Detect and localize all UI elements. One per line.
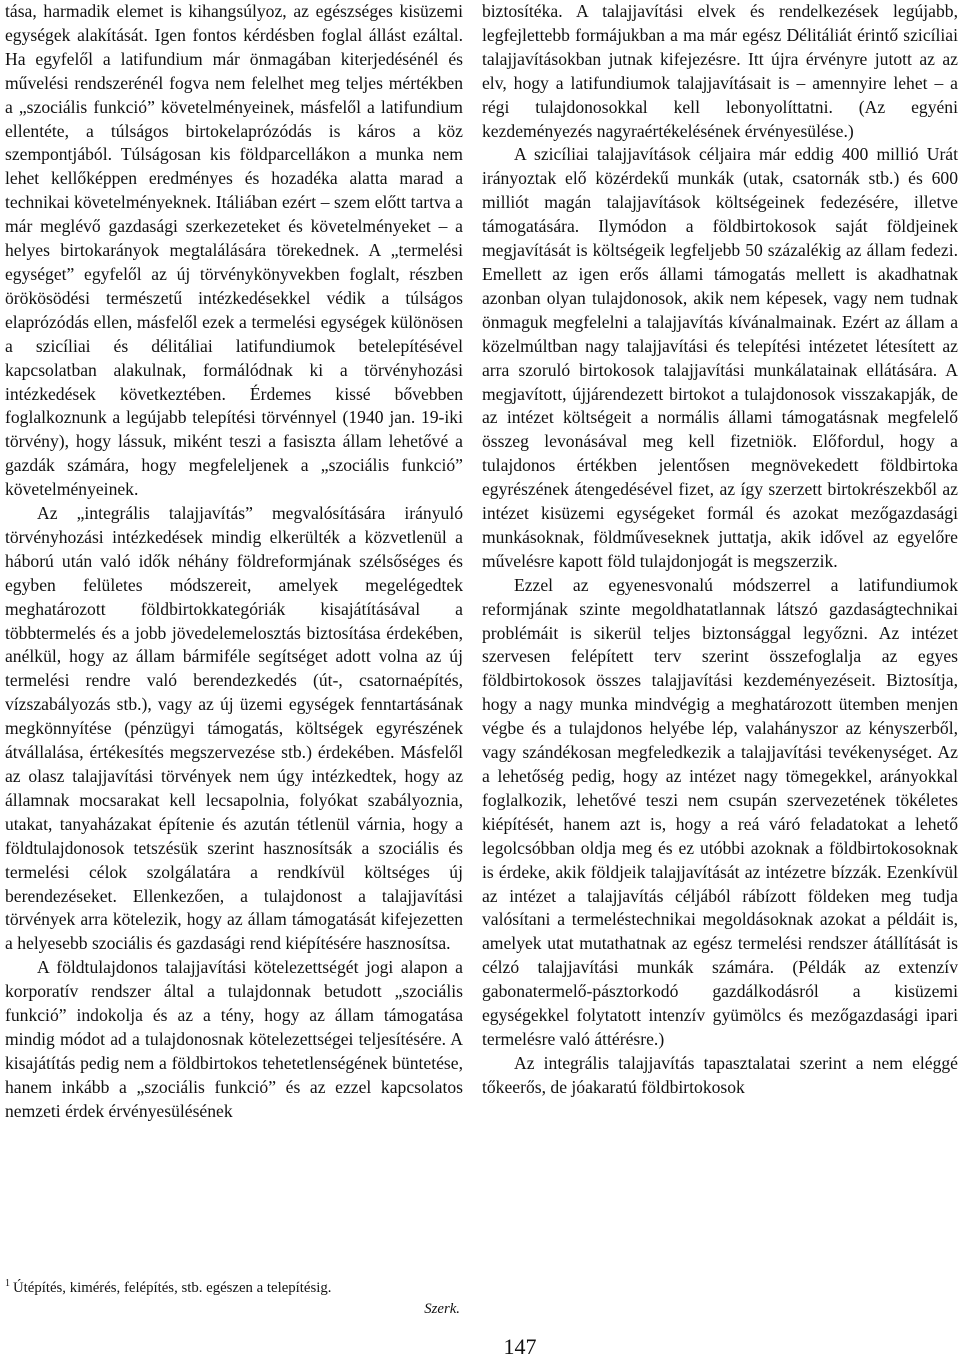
paragraph: biztosítéka. A talajjavítási elvek és rendelkezések legújabb, legfejlettebb formájukban a ma már egész Délitáliát érintő szicíliai talajjavításokban jutnak kifejezésre. Itt újra érvényre jutott az az elv, hogy a latifundiumok talajjavításait is – amennyire lehet – a régi tulajdonosokkal kell lebonyolíttatni. (Az egyéni kezdeményezés nagyraértékelésének érvényesülése.): [482, 1, 958, 141]
paragraph: A földtulajdonos talajjavítási kötelezettségét jogi alapon a korporatív rendszer által a tulajdonnak betudott „szociális funkció” indokolja és az a tény, hogy az állam támogatása mindig módot ad a tulajdonosnak kötelezettségei teljesítésére. A kisajátítás pedig nem a földbirtokos tehetetlenségének büntetése, hanem inkább a „szociális funkció” és az ezzel kapcsolatos nemzeti érdek érvényesülésének: [5, 957, 463, 1121]
editor-signature: Szerk.: [424, 1301, 460, 1317]
paragraph: tása, harmadik elemet is kihangsúlyoz, az egészséges kisüzemi egységek alakítását. Igen fontos kérdésben foglal állást ezáltal. Ha egyfelől a latifundium már önmagában kiterjedésénél és művelési rendszerénél fogva nem felelhet meg teljes mértékben a „szociális funkció” követelményeinek, másfelől a latifundium ellentéte, a túlságos birtokelaprózódás is káros a köz szempontjából. Túlságosan kis földparcellákon a munka nem lehet kellőképpen eredményes és hozadéka alatta marad a technikai követelményeknek. Itáliában ezért – szem előtt tartva a már meglévő gazdasági szerkezeteket és követelményeket – a helyes birtokarányok megtalálására törekednek. A „termelési egységet” egyfelől az új törvénykönyvekben foglalt, részben örökösödési természetű intézkedésekkel védik a túlságos elaprózódás ellen, másfelől ezek a termelési egységek különösen a szicíliai és délitáliai latifundiumok betelepítésével kapcsolatban alakulnak, formálódnak ki a törvényhozási intézkedések következtében. Érdemes kissé bővebben foglalkoznunk a legújabb telepítési törvénnyel (1940 jan. 19-iki törvény), hogy lássuk, miként teszi a fasiszta állam lehetővé a gazdák számára, hogy megfeleljenek a „szociális funkció” követelményeinek.: [5, 1, 463, 500]
paragraph: A szicíliai talajjavítások céljaira már eddig 400 millió Urát irányoztak elő közérdekű munkák (utak, csatornák stb.) és 600 milliót magán talajjavítások költségeinek fedezésére, illetve támogatására. Ilymódon a földbirtokosok saját földjeinek megjavítását is költségeik legfeljebb 50 százalékig az állam fedezi. Emellett az igen erős állami támogatás mellett is akadhatnak azonban olyan tulajdonosok, akik nem képesek, vagy nem tudnak önmaguk megfelelni a talajjavítás kívánalmainak. Ezért az állam a közelmúltban nagy talajjavítási és telepítési intézetet létesített az arra szoruló birtokosok talajjavítási munkálatainak ellátására. A megjavított, újjárendezett birtokot a tulajdonosok visszakapják, de az intézet költségeit a normális állami támogatásnak megfelelő összeg levonásával meg kell fizetniök. Előfordul, hogy a tulajdonos értékben jelentősen megnövekedett földbirtoka egyrészének átengedésével fizet, az így szerzett birtokrészekből az intézet kisüzemi egységeket formál és azokat mezőgazdasági munkásoknak, földműveseknek juttatja, akik idővel az egyelőre művelésre kapott föld tulajdonjogát is megszerzik.: [482, 144, 958, 571]
paragraph: Ezzel az egyenesvonalú módszerrel a latifundiumok reformjának szinte megoldhatatlannak látszó gazdaságtechnikai problémáit is sikerül teljes biztonsággal legyőzni. Az intézet szervesen felépített terv szerint összefoglalja az egyes földbirtokosok összes talajjavítási kezdeményezéseit. Biztosítja, hogy a nagy munka mindvégig a meghatározott ütemben menjen végbe és a tulajdonos helyébe lép, valahányszor az kényszerből, vagy szándékosan megfeledkezik a talajjavítási tevékenységet. Az a lehetőség pedig, hogy az intézet nagy tömegekkel, arányokkal foglalkozik, lehetővé teszi nem csupán szervezetének tökéletes kiépítését, hanem azt is, hogy a reá váró feladatokat a lehető legolcsóbban oldja meg és ez utóbbi azoknak a földbirtokosoknak is érdeke, akik földjeik talajjavítását az intézetre bízzák. Ezenkívül az intézet a talajjavítás céljából rábízott földeken meg tudja valósítani a termeléstechnikai megoldásoknak azokat a példáit is, amelyek utat mutathatnak az egész termelési rendszer átállítását is célzó talajjavítási munkák számára. (Példák az extenzív gabonatermelő-pásztorkodó gazdálkodásról a kisüzemi egységekkel folytatott intenzív gyümölcs és mezőgazdasági ipari termelésre való áttérésre.): [482, 574, 958, 1049]
page-number: 147: [503, 1334, 537, 1359]
right-text-column: [482, 0, 958, 1100]
paragraph: Az integrális talajjavítás tapasztalatai szerint a nem eléggé tőkeerős, de jóakaratú földbirtokosok: [482, 1052, 958, 1097]
footnote-text: Útépítés, kimérés, felépítés, stb. egészen a telepítésig.: [13, 1280, 332, 1296]
footnote: [5, 1278, 463, 1298]
left-text-column: [5, 0, 463, 1124]
footnote-marker: 1: [5, 1278, 10, 1290]
paragraph: Az „integrális talajjavítás” megvalósítására irányuló törvényhozási intézkedések mindig elkerülték a közvetlenül a háború után való idők néhány földreformjának szélsőséges és egyben felületes módszereit, amelyek megelégedtek meghatározott földbirtokkategóriák kisajátításával a többtermelés és a jobb jövedelemelosztás biztosítása érdekében, anélkül, hogy az állam bármiféle segítséget adott volna az új termelési rendre való berendezkedés (út-, csatornaépítés, vízszabályozás stb.), vagy az új üzemi egységek fenntartásának megkönnyítése (pénzügyi támogatás, költségek egyrészének átvállalása, értékesítés megszervezése stb.) érdekében. Másfelől az olasz talajjavítási törvények nem úgy intézkedtek, hogy az államnak mocsarakat kell lecsapolnia, folyókat szabályoznia, utakat, tanyaházakat építenie és azután tétlenül várnia, hogy a földtulajdonosok tetszésük szerint hasznosítsák a szociális és termelési célok szolgálatára a rendkívül költséges új berendezéseket. Ellenkezően, a tulajdonost a talajjavítási törvények arra kötelezik, hogy az állam támogatását kifejezetten a helyesebb szociális és gazdasági rend kiépítésére hasznosítsa.: [5, 503, 463, 954]
